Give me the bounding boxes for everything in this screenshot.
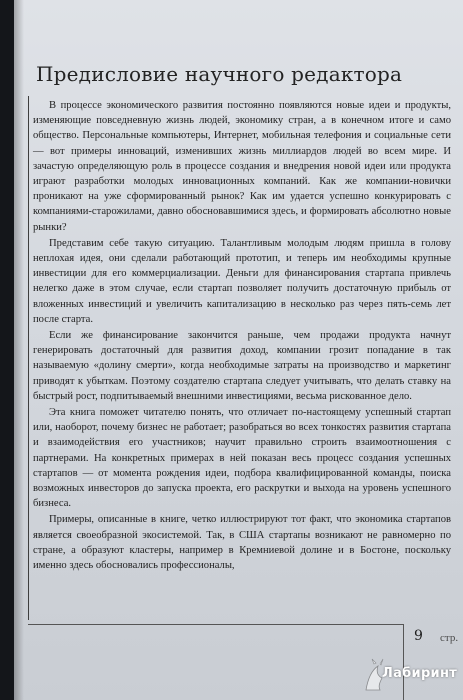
watermark-text: Лабиринт: [382, 666, 458, 681]
page-gutter-shadow: [14, 0, 24, 700]
paragraph-4: Эта книга поможет читателю понять, что отличает по-настоящему успешный стартап или, наоборот, почему бизнес не работает; разобраться во всех тонкостях развития стартапа и взаимодействия его участников; научит правильно строить взаимоотношения с партнерами. На конкретных примерах в ней показан весь процесс создания успешных стартапов — от момента рождения идеи, подбора квалифицированной команды, поиска возможных инвесторов до запуска проекта, его раскрутки и выхода на уровень успешного бизнеса.: [33, 407, 451, 510]
paragraph-5: Примеры, описанные в книге, четко иллюстрируют тот факт, что экономика стартапов является своеобразной экосистемой. Так, в США стартапы возникают не равномерно по стране, а образуют кластеры, например в Кремниевой долине и в Бостоне, поскольку именно здесь обосновались профессионалы,: [33, 514, 451, 572]
left-margin-rule: [28, 96, 29, 620]
page-label: стр.: [440, 632, 459, 644]
paragraph-3: Если же финансирование закончится раньше, чем продажи продукта начнут генерировать достаточный для развития доход, компании грозит попадание в так называемую «долину смерти», когда необходимые затраты на производство и маркетинг приводят к убыткам. Поэтому создателю стартапа следует учитывать, что делать ставку на быстрый рост, подпитываемый внешними инвестициями, весьма рискованное дело.: [33, 330, 451, 402]
footer-rule: [28, 624, 403, 625]
paragraph-1: В процессе экономического развития постоянно появляются новые идеи и продукты, изменяющие повседневную жизнь людей, экономику стран, а в конечном итоге и само общество. Персональные компьютеры, Интернет, мобильная телефония и социальные сети — вот примеры инноваций, изменивших жизнь миллиардов людей во всем мире. И зачастую определяющую роль в процессе создания и внедрения новой идеи или продукта играют разработки молодых инновационных компаний. Как же компании-новички проникают на уже сформированный рынок? Как им удается успешно конкурировать с компаниями-старожилами, давно обосновавшимися здесь, и формировать абсолютно новые рынки?: [33, 100, 451, 233]
page-title: Предисловие научного редактора: [36, 62, 403, 86]
paragraph-2: Представим себе такую ситуацию. Талантливым молодым людям пришла в голову неплохая идея, они сделали работающий прототип, и теперь им необходимы крупные инвестиции для его коммерциализации. Деньги для финансирования стартапа привлечь нелегко даже в этом случае, если стартап позволяет получить достаточную прибыль от вложенных инвестиций и увеличить капитализацию в несколько раз через пять-семь лет после старта.: [33, 237, 451, 325]
book-page: [14, 0, 463, 700]
page-number: 9: [414, 628, 423, 644]
body-text: [33, 98, 451, 574]
